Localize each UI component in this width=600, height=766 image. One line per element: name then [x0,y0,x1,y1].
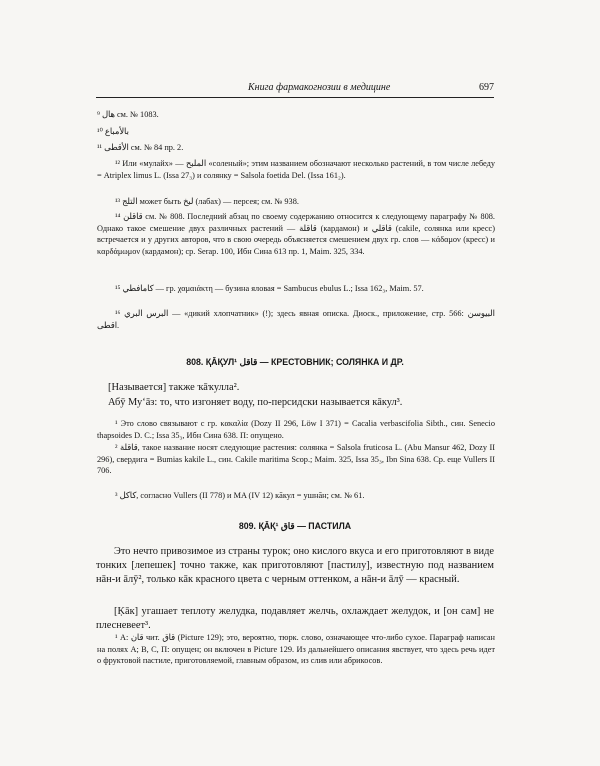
section-809-para-2: [Ḳāк] угашает теплоту желудка, подавляет желчь, охлаждает желудок, и [он сам] не плесневеет³. [96,606,494,631]
section-809-note-1: ¹ А: قان чит. قاق (Picture 129); это, вероятно, тюрк. слово, означающее что-либо сухое. Параграф написан на полях А; В, С, П: опущен; он включен в Picture 129. Из дальнейшего описания явствует, что здесь речь идет о фруктовой пастиле, приготовляемой, главным образом, из слив или абрикосов. [97,633,495,665]
section-808-para-2: Абӯ Му‘āз: то, что изгоняет воду, по-персидски называется кāкул³. [108,397,403,408]
footnote-16: ¹⁶ البرس البري — «дикий хлопчатник» (!); здесь явная описка. Диоск., приложение, стр. 566: البيوسن اقطى. [97,309,495,330]
section-808-note-1: ¹ Это слово связывают с гр. κακαλία (Dozy II 296, Löw I 371) = Cacalia verbascifolia Sibth., син. Senecio thapsoides D. C.; Issa 35₃, Ибн Сина 638. П: опущено. [97,419,495,440]
section-808-note-3: ³ كاكل, согласно Vullers (II 778) и MA (IV 12) кāкул = ушнāн; см. № 61. [115,491,365,500]
page-header [96,82,494,98]
section-809-heading: 809. ҚĀҚ¹ قاق — ПАСТИЛА [238,521,352,531]
section-809-para-1: Это нечто привозимое из страны турок; оно кислого вкуса и его приготовляют в виде тонких [лепешек] точно также, как приготовляют [пастилу], известную под названием нāн-и āлӯ², только кāк красного цвета с черным оттенком, а нāн-и āлӯ — красный. [96,546,494,585]
footnote-14: ¹⁴ قاقلن см. № 808. Последний абзац по своему содержанию относится к следующему параграфу № 808. Однако такое смешение двух различных растений — قاقلة (кардамон) и قاقلي (cakile, солянка или кресс) встречается и у других авторов, что в свою очередь объясняется смешением двух гр. слов — κάδαμον (кресс) и καρδάμωμον (кардамон); ср. Serap. 100, Ибн Сина 613 пр. 1, Maim. 325, 334. [97,212,495,256]
section-808-note-2: ² قاقلة, такое название носят следующие растения: солянка = Salsola fruticosa L. (Abu Mansur 462, Dozy II 296), свердига = Bumias kakile L., син. Cakile maritima Scop.; Maim. 325, Issa 35₃, Ibn Sina 638. Ср. еще Vullers II 706. [97,443,496,475]
section-808-para-1: [Называется] также ҡāҡулла². [108,382,240,393]
header-rule [96,97,494,98]
section-808-heading: 808. ҚĀҚУЛ¹ قاقل — КРЕСТОВНИК; СОЛЯНКА И ДР. [186,357,404,367]
footnote-15: ¹⁵ كامافطي — гр. χαμαιάκτη — бузина яловая = Sambucus ebulus L.; Issa 162₃, Maim. 57. [115,284,424,293]
page-number: 697 [479,82,494,93]
running-title: Книга фармакогнозии в медицине [248,82,391,93]
footnote-11: ¹¹ الأقطى см. № 84 пр. 2. [97,143,184,152]
footnote-9: ⁹ هال см. № 1083. [97,110,159,119]
footnote-12: ¹² Или «мулайх» — الملبح «соленый»; этим названием обозначают несколько растений, в том числе лебеду = Atriplex limus L. (Issa 27₃) и солянку = Salsola foetida Del. (Issa 161₂). [97,159,496,180]
footnote-10: ¹⁰ بالأمباع [97,127,129,136]
footnote-13: ¹³ التلج может быть لبخ (лабах) — персея; см. № 938. [115,197,299,206]
